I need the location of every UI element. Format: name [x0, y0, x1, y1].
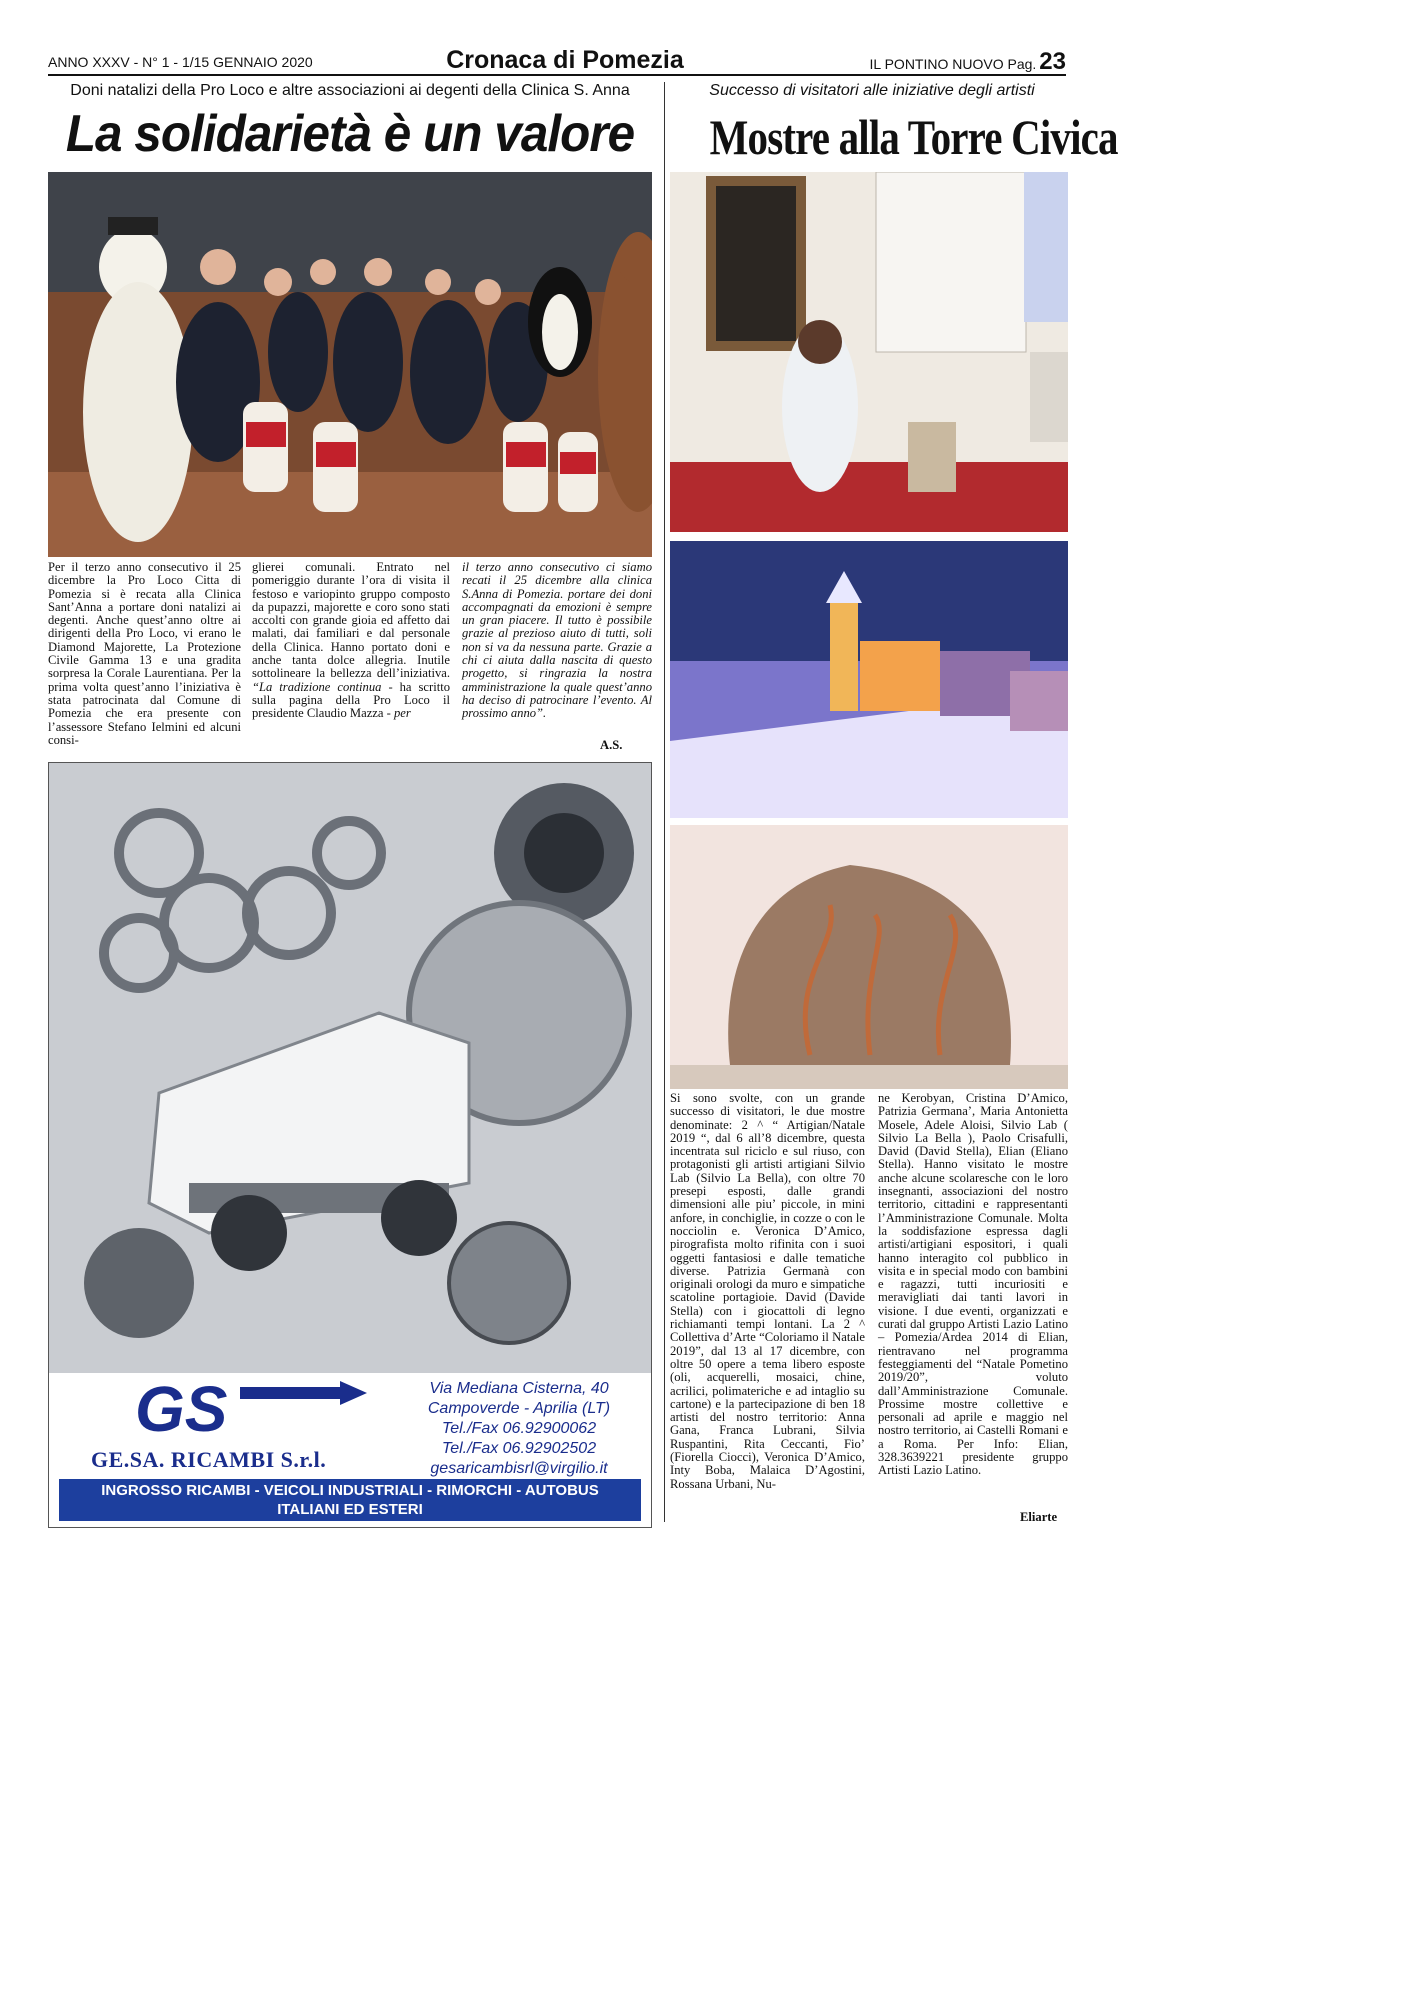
right-article-signature: Eliarte: [1020, 1510, 1058, 1524]
logo-letters: GS: [135, 1379, 228, 1439]
right-article-kicker: Successo di visitatori alle iniziative degli artisti: [709, 82, 1035, 99]
advert-banner: [59, 1479, 641, 1521]
issue-info: ANNO XXXV - N° 1 - 1/15 GENNAIO 2020: [48, 54, 313, 70]
gs-logo-icon: [75, 1379, 385, 1439]
group-photo-clinic: [48, 172, 652, 557]
left-article-signature: A.S.: [600, 738, 623, 752]
paper-name-page: [870, 48, 1066, 76]
paper-name: IL PONTINO NUOVO Pag.: [869, 56, 1037, 72]
banner-line-2: ITALIANI ED ESTERI: [277, 1501, 423, 1518]
left-col2-text: glierei comunali. Entrato nel pomeriggio durante l’ora di visita il festoso e variopinto gruppo composto da pupazzi, majorette e coro sono stati accolti con grande gioia ed affetto dai malati, dai familiari e dal personale della Clinica. Hanno portato doni e anche tanta dolce allegria. Inutile sottolineare la bellezza dell’iniziativa.: [252, 560, 450, 681]
right-article-column-1: Si sono svolte, con un grande successo di visitatori, le due mostre denominate: 2 ^ “ Artigian/Natale 2019 “, dal 6 all’8 dicembre, questa incentrata sul riciclo e sul riuso, con protagonisti gli artisti artigiani Silvio Lab (Silvio La Bella), con oltre 70 presepi esposti, dalle grandi dimensioni alle piu’ piccole, in mini anfore, in conchiglie, in cozze o con le nocciolin e. Veronica D’Amico, pirografista molto rifinita con i suoi oggetti fantasiosi e dalle tematiche diverse. Patrizia Germanà con originali orologi da muro e simpatiche scatoline portagioie. David (Davide Stella) con i giocattoli di legno richiamanti tempi lontani. La 2 ^ Collettiva d’Arte “Coloriamo il Natale 2019”, dal 13 al 17 dicembre, con oltre 50 opere a tema libero esposte (oli, acquerelli, mosaici, chine, acrilici, polimateriche e ad intaglio su cartone) e la partecipazione di ben 18 artisti del nostro territorio: Anna Gana, Franca Lubrani, Silvia Ruspantini, Rita Ceccanti, Fio’ (Fiorella Ciocci), Veronica D’Amico, Inty Boba, Malaica D’Agostini, Rossana Urbani, Nu-: [670, 1091, 865, 1491]
phone-1: Tel./Fax 06.92900062: [441, 1420, 597, 1437]
company-name: GE.SA. RICAMBI S.r.l.: [91, 1447, 327, 1472]
gesa-ricambi-advert: [48, 762, 652, 1528]
phone-2: Tel./Fax 06.92902502: [441, 1440, 597, 1457]
truck-parts-illustration: [49, 763, 651, 1373]
address-line-2: Campoverde - Aprilia (LT): [427, 1400, 611, 1417]
right-article-column-2: ne Kerobyan, Cristina D’Amico, Patrizia Germana’, Maria Antonietta Mosele, Adele Aloisi, Silvio Lab ( Silvio La Bella ), Paolo Crisafulli, David (David Stella), Elian (Eliano Stella). Hanno visitato le mostre anche alcune scolaresche con le loro insegnanti, associazioni del nostro territorio, cittadini e rappresentanti l’Amministrazione Comunale. Molta la soddisfazione espressa dagli artisti/artigiani espositori, i quali hanno interagito col pubblico in visita e in special modo con bambini e ragazzi, tutti incuriositi e meravigliati dai tanti lavori in visione. I due eventi, organizzati e curati dal gruppo Artisti Lazio Latino – Pomezia/Ardea 2014 di Elian, rientravano nel programma festeggiamenti del “Natale Pometino 2019/20”, voluto dall’Amministrazione Comunale. Prossime mostre collettive e personali ad aprile e maggio nel nostro territorio, ai Castelli Romani e a Roma. Per Info: Elian, 328.3639221 presidente gruppo Artisti Lazio Latino.: [878, 1091, 1068, 1478]
left-article-column-3: il terzo anno consecutivo ci siamo recati il 25 dicembre alla clinica S.Anna di Pomezia. portare dei doni accompagnati da emozioni è sempre un gran piacere. Il tutto è possibile grazie al prezioso aiuto di tutti, soli non si va da nessuna parte. Grazie a chi ci aiuta dalla nascita di questo progetto, si ringrazia la nostra amministrazione la quale quest’anno ha deciso di patrocinare l’evento. Al prossimo anno”.: [462, 560, 652, 721]
winter-village-painting-photo: [670, 541, 1068, 818]
column-divider: [664, 82, 665, 1522]
left-article-column-1: Per il terzo anno consecutivo il 25 dicembre la Pro Loco Citta di Pomezia si è recata alla Clinica Sant’Anna a portare doni natalizi ai degenti. Anche quest’anno oltre ai dirigenti della Pro Loco, vi erano le Diamond Majorette, La Protezione Civile Gamma 13 e una gradita sorpresa la Corale Laurentiana. Per la prima volta quest’anno l’iniziativa è stata patrocinata dal Comune di Pomezia che era presente con l’assessore Stefano Ielmini ed alcuni consi-: [48, 560, 241, 747]
nativity-sculpture-photo: [670, 825, 1068, 1089]
advert-contact-area: [49, 1373, 651, 1477]
left-article-column-2: [252, 561, 450, 721]
left-col2-quote-cont: per: [393, 706, 411, 721]
section-title: Cronaca di Pomezia: [446, 46, 684, 74]
left-col2-quote-start: “La tradizione continua: [252, 679, 382, 694]
left-article-headline: La solidarietà è un valore: [65, 105, 635, 163]
exhibition-photo-artist: [670, 172, 1068, 532]
masthead: [48, 46, 1066, 76]
banner-line-1: INGROSSO RICAMBI - VEICOLI INDUSTRIALI - RIMORCHI - AUTOBUS: [101, 1482, 599, 1499]
address-line-1: Via Mediana Cisterna, 40: [429, 1380, 609, 1397]
company-contacts: [389, 1379, 649, 1479]
left-article-kicker: Doni natalizi della Pro Loco e altre associazioni ai degenti della Clinica S. Anna: [70, 82, 630, 99]
right-article-headline: Mostre alla Torre Civica: [709, 109, 1118, 165]
left-col2-attribution: - ha scritto sulla pagina della Pro Loco il presidente Claudio Mazza -: [252, 679, 450, 721]
page-number: 23: [1039, 48, 1066, 75]
email-address: gesaricambisrl@virgilio.it: [430, 1460, 608, 1477]
